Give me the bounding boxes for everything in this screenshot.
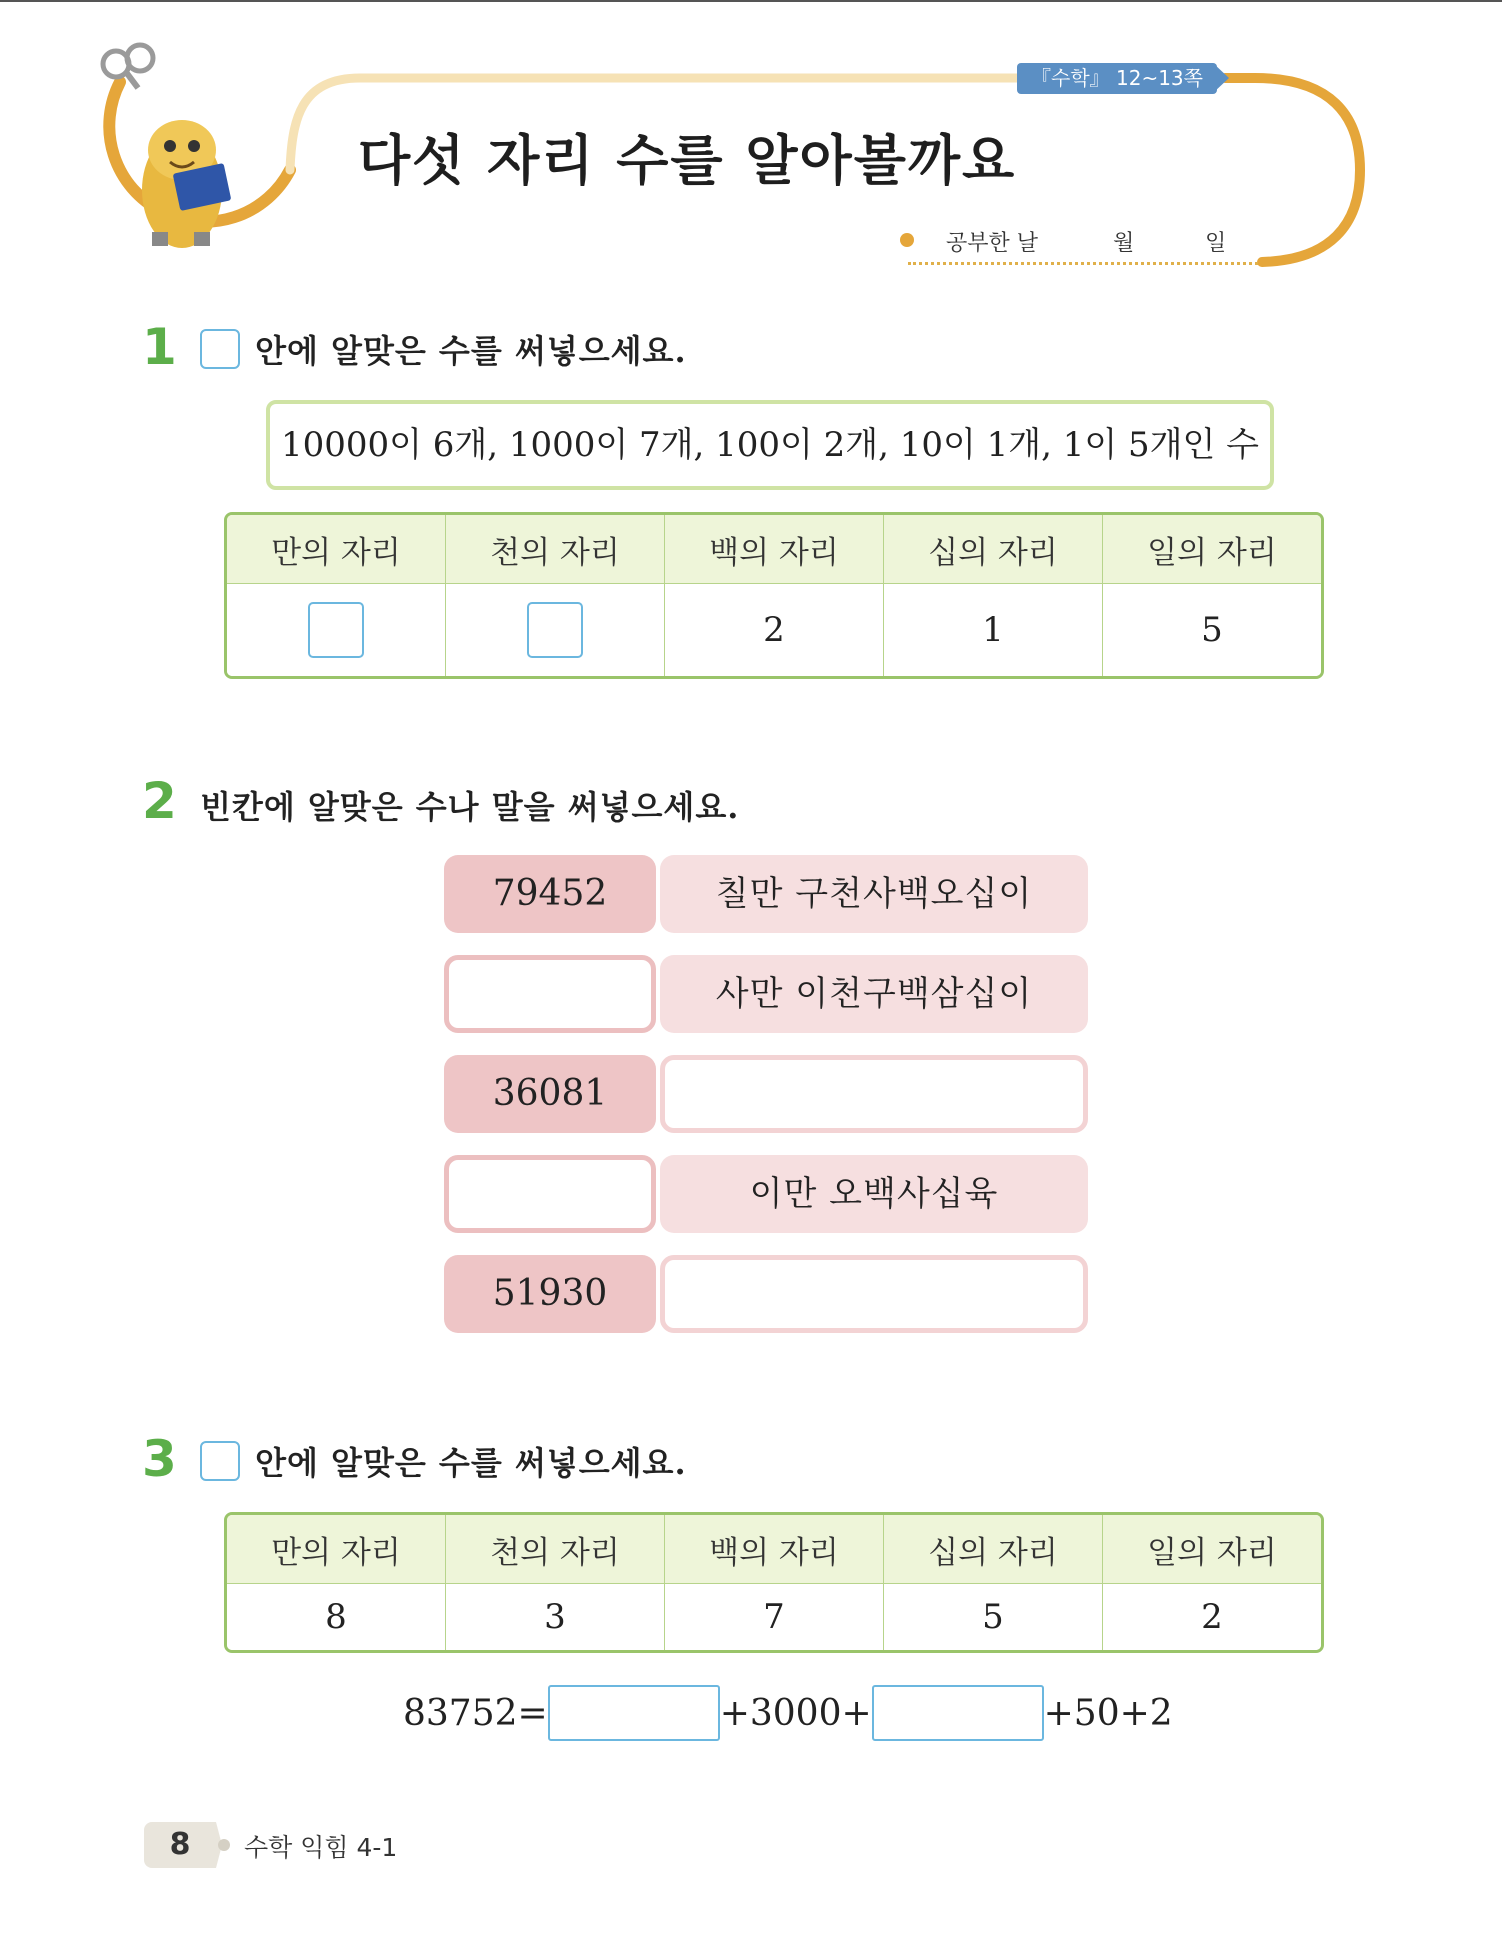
page-title: 다섯 자리 수를 알아볼까요 [358, 129, 1017, 192]
header-right-arc [1225, 78, 1360, 262]
study-date-bullet [900, 233, 914, 247]
question-number-2: 2 [142, 772, 177, 830]
study-day-label: 일 [1205, 231, 1227, 256]
question-3-place-table [224, 1512, 1324, 1653]
cell-hundreds: 7 [665, 1584, 884, 1650]
header-ones: 일의 자리 [1103, 515, 1321, 584]
page-reference-tag-tip [1213, 63, 1229, 93]
header-thousands: 천의 자리 [446, 1515, 665, 1584]
page-reference-tag: 『수학』 12~13쪽 [1017, 63, 1217, 94]
cell-hundreds: 2 [665, 584, 884, 676]
equation-lhs: 83752= [403, 1692, 548, 1734]
equation-answer-box-2[interactable] [872, 1685, 1044, 1741]
q2-row-1 [444, 855, 1088, 933]
q2-row-5-words-input[interactable] [660, 1255, 1088, 1333]
cell-thousands: 3 [446, 1584, 665, 1650]
cell-ones: 5 [1103, 584, 1321, 676]
answer-box-thousands[interactable] [527, 602, 583, 658]
question-number-3: 3 [142, 1430, 177, 1488]
header-ones: 일의 자리 [1103, 1515, 1321, 1584]
header-ten-thousands: 만의 자리 [227, 1515, 446, 1584]
cell-ten-thousands [227, 584, 446, 676]
clip-icon [103, 45, 153, 88]
q2-row-1-number: 79452 [444, 855, 656, 933]
header-tens: 십의 자리 [884, 1515, 1103, 1584]
equation-mid: +3000+ [719, 1692, 872, 1734]
question-2-text: 빈칸에 알맞은 수나 말을 써넣으세요. [200, 788, 740, 826]
footer-dot [218, 1839, 230, 1851]
cell-tens: 1 [884, 584, 1103, 676]
instruction-box-icon [200, 329, 240, 369]
q2-row-2-number-input[interactable] [444, 955, 656, 1033]
q2-row-3-words-input[interactable] [660, 1055, 1088, 1133]
q2-row-4-number-input[interactable] [444, 1155, 656, 1233]
q2-row-3-number: 36081 [444, 1055, 656, 1133]
study-date-label: 공부한 날 [946, 231, 1039, 256]
q2-row-2 [444, 955, 1088, 1033]
study-month-label: 월 [1113, 231, 1135, 256]
page-number: 8 [144, 1822, 216, 1868]
question-3-equation [403, 1684, 1173, 1742]
header-hundreds: 백의 자리 [665, 1515, 884, 1584]
q2-row-1-words: 칠만 구천사백오십이 [660, 855, 1088, 933]
q2-row-5-number: 51930 [444, 1255, 656, 1333]
q2-row-3 [444, 1055, 1088, 1133]
header-hundreds: 백의 자리 [665, 515, 884, 584]
q2-row-4 [444, 1155, 1088, 1233]
mascot-icon [142, 120, 231, 248]
header-tens: 십의 자리 [884, 515, 1103, 584]
cell-tens: 5 [884, 1584, 1103, 1650]
q2-row-4-words: 이만 오백사십육 [660, 1155, 1088, 1233]
q2-row-2-words: 사만 이천구백삼십이 [660, 955, 1088, 1033]
question-3-text: 안에 알맞은 수를 써넣으세요. [255, 1444, 687, 1482]
answer-box-ten-thousands[interactable] [308, 602, 364, 658]
equation-answer-box-1[interactable] [548, 1685, 720, 1741]
equation-rhs: +50+2 [1043, 1692, 1173, 1734]
cell-ones: 2 [1103, 1584, 1321, 1650]
question-number-1: 1 [142, 318, 177, 376]
question-1-place-table [224, 512, 1324, 679]
instruction-box-icon [200, 1441, 240, 1481]
header-ten-thousands: 만의 자리 [227, 515, 446, 584]
header-thousands: 천의 자리 [446, 515, 665, 584]
question-3-instruction [200, 1438, 687, 1484]
question-1-instruction [200, 326, 687, 372]
cell-thousands [446, 584, 665, 676]
question-1-text: 안에 알맞은 수를 써넣으세요. [255, 332, 687, 370]
study-date-line [908, 262, 1258, 265]
q2-row-5 [444, 1255, 1088, 1333]
question-1-condition: 10000이 6개, 1000이 7개, 100이 2개, 10이 1개, 1이 5개인 수 [266, 400, 1274, 490]
cell-ten-thousands: 8 [227, 1584, 446, 1650]
book-title: 수학 익힘 4-1 [244, 1833, 398, 1862]
